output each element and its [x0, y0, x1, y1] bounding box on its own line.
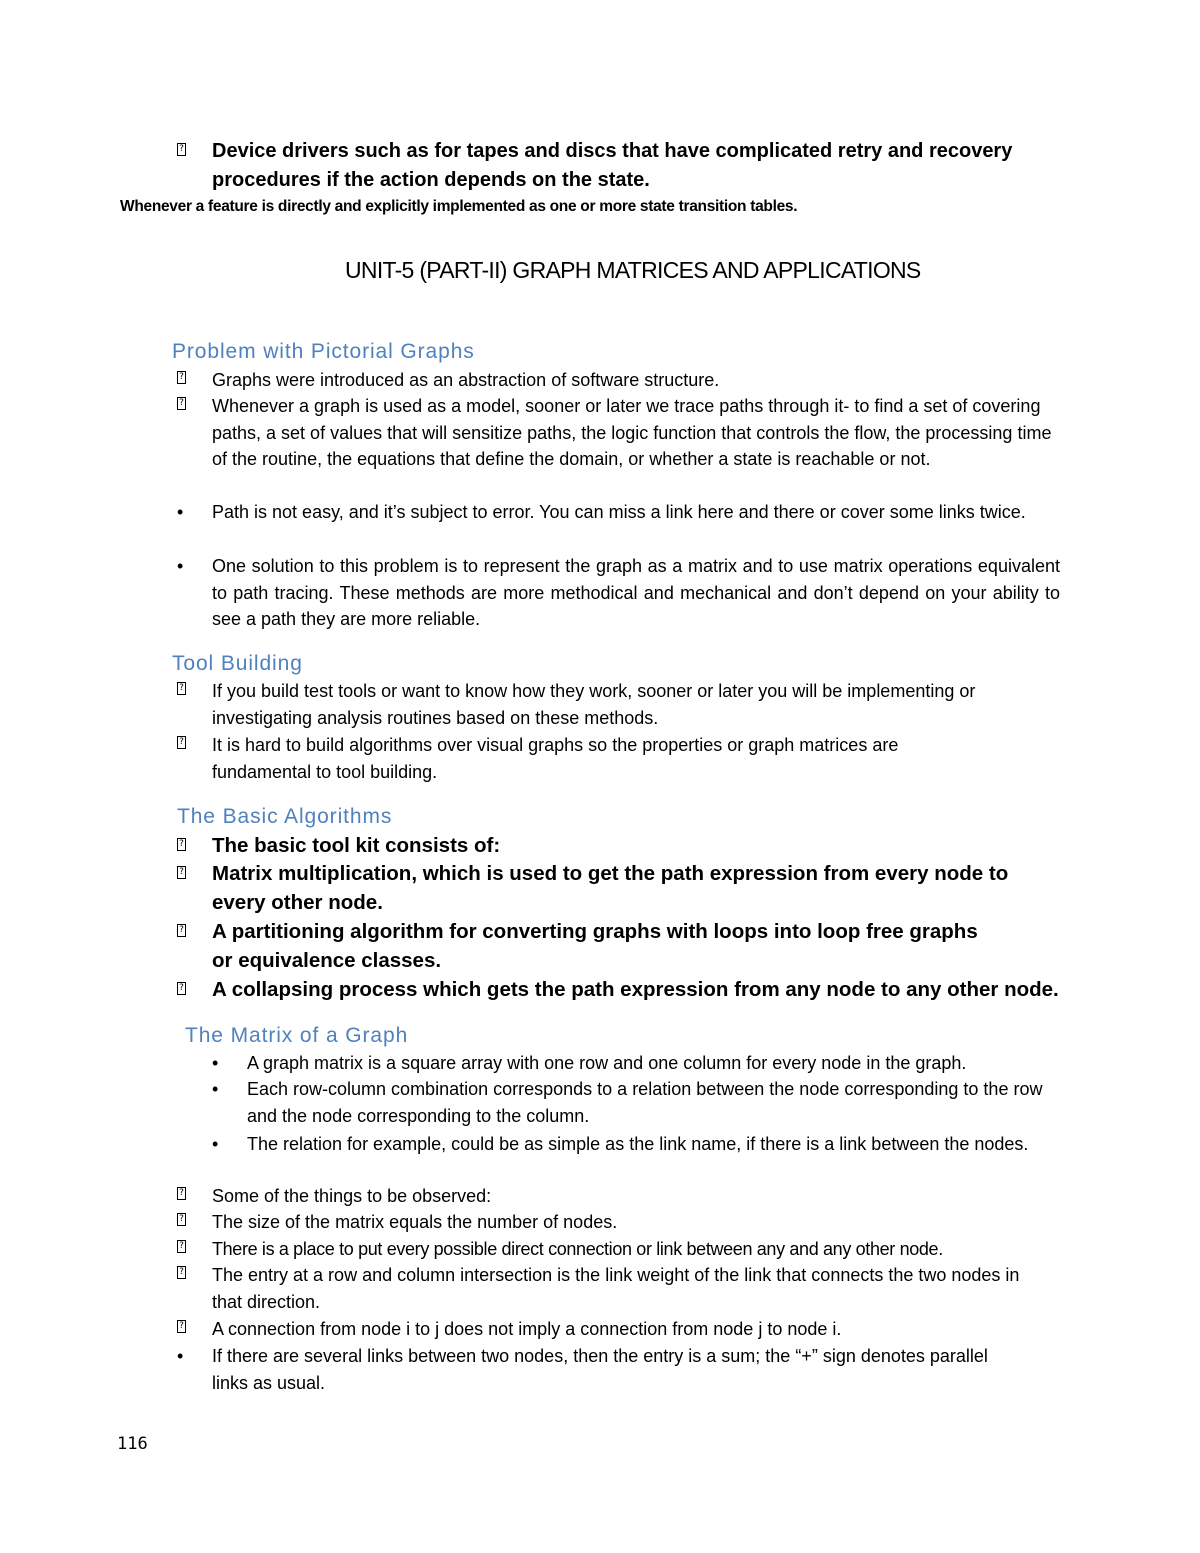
- basic-item-3-text: A partitioning algorithm for converting graphs with loops into loop free graphs or equivalence classes.: [212, 920, 978, 972]
- matrix-sub-item-3-text: The relation for example, could be as simple as the link name, if there is a link between the nodes.: [247, 1134, 1029, 1154]
- matrix-item-2-text: The size of the matrix equals the number of nodes.: [212, 1212, 618, 1232]
- basic-item-2: [175, 860, 1055, 918]
- missing-glyph-icon: ?: [177, 682, 186, 695]
- matrix-item-1-text: Some of the things to be observed:: [212, 1186, 492, 1206]
- tool-item-1: [175, 678, 1055, 732]
- bullet-icon: •: [177, 556, 184, 576]
- basic-heading: The Basic Algorithms: [177, 805, 393, 828]
- basic-item-3: [175, 918, 1055, 976]
- missing-glyph-icon: ?: [177, 924, 186, 937]
- tool-heading: Tool Building: [172, 652, 303, 675]
- matrix-sub-item-2: [210, 1076, 1060, 1130]
- missing-glyph-icon: ?: [177, 1213, 186, 1226]
- problem-item-4-text: One solution to this problem is to represent the graph as a matrix and to use matrix operations equivalent to path tracing. These methods are more methodical and mechanical and don’t depend on your ability to see a path they are more reliable.: [212, 556, 1060, 629]
- basic-item-2-text: Matrix multiplication, which is used to get the path expression from every node to every other node.: [212, 862, 1009, 914]
- whenever-note: Whenever a feature is directly and explicitly implemented as one or more state transition tables.: [120, 198, 798, 215]
- matrix-sub-item-3: [210, 1131, 1060, 1185]
- problem-item-1: [175, 367, 1055, 394]
- device-drivers-text: Device drivers such as for tapes and discs that have complicated retry and recovery procedures if the action depends on the state.: [212, 140, 1013, 191]
- matrix-heading: The Matrix of a Graph: [185, 1024, 409, 1047]
- page-title: UNIT-5 (PART-II) GRAPH MATRICES AND APPLICATIONS: [345, 257, 921, 283]
- missing-glyph-icon: ?: [177, 1266, 186, 1279]
- tool-item-1-text: If you build test tools or want to know how they work, sooner or later you will be implementing or investigating analysis routines based on these methods.: [212, 681, 976, 728]
- missing-glyph-icon: ?: [177, 371, 186, 384]
- tool-item-2-text: It is hard to build algorithms over visual graphs so the properties or graph matrices are fundamental to tool building.: [212, 735, 899, 782]
- matrix-item-6-text: If there are several links between two nodes, then the entry is a sum; the “+” sign denotes parallel links as usual.: [212, 1346, 988, 1393]
- missing-glyph-icon: ?: [177, 866, 186, 879]
- missing-glyph-icon: ?: [177, 1240, 186, 1253]
- problem-heading: Problem with Pictorial Graphs: [172, 340, 475, 363]
- bullet-icon: •: [177, 1346, 184, 1366]
- matrix-item-4-text: The entry at a row and column intersection is the link weight of the link that connects the two nodes in that direction.: [212, 1265, 1020, 1312]
- bullet-icon: •: [212, 1134, 219, 1154]
- basic-item-1: [175, 832, 1055, 862]
- basic-item-4: [175, 976, 1059, 1006]
- bullet-icon: •: [177, 502, 184, 522]
- tool-item-2: [175, 732, 1055, 786]
- missing-glyph-icon: ?: [177, 143, 186, 156]
- basic-item-4-text: A collapsing process which gets the path expression from any node to any other node.: [212, 978, 1059, 1001]
- problem-item-3-text: Path is not easy, and it’s subject to error. You can miss a link here and there or cover some links twice.: [212, 502, 1026, 522]
- matrix-item-5-text: A connection from node i to j does not imply a connection from node j to node i.: [212, 1319, 842, 1339]
- matrix-sub-item-2-text: Each row-column combination corresponds to a relation between the node corresponding to the row and the node corresponding to the column.: [247, 1079, 1043, 1126]
- matrix-item-4: [175, 1262, 1055, 1316]
- basic-item-1-text: The basic tool kit consists of:: [212, 834, 501, 857]
- missing-glyph-icon: ?: [177, 1187, 186, 1200]
- bullet-icon: •: [212, 1079, 219, 1099]
- matrix-sub-item-1-text: A graph matrix is a square array with one row and one column for every node in the graph.: [247, 1053, 967, 1073]
- matrix-item-5: [175, 1316, 1055, 1343]
- missing-glyph-icon: ?: [177, 982, 186, 995]
- missing-glyph-icon: ?: [177, 736, 186, 749]
- missing-glyph-icon: ?: [177, 397, 186, 410]
- problem-item-1-text: Graphs were introduced as an abstraction of software structure.: [212, 370, 720, 390]
- matrix-item-6: [175, 1343, 1055, 1397]
- missing-glyph-icon: ?: [177, 838, 186, 851]
- problem-item-2: [175, 393, 1055, 501]
- matrix-item-2: [175, 1209, 1055, 1236]
- problem-item-2-text: Whenever a graph is used as a model, sooner or later we trace paths through it- to find a set of covering paths, a set of values that will sensitize paths, the logic function that controls the flow, the processing time of the routine, the equations that define the domain, or whether a state is reachable or not.: [212, 396, 1052, 469]
- problem-item-3: [175, 499, 1055, 553]
- matrix-item-3-text: There is a place to put every possible direct connection or link between any and any other node.: [212, 1239, 943, 1259]
- matrix-item-1: [175, 1183, 1055, 1210]
- device-drivers-item: [175, 137, 1055, 193]
- matrix-sub-item-1: [210, 1050, 1060, 1077]
- bullet-icon: •: [212, 1053, 219, 1073]
- problem-item-4: [175, 553, 1060, 633]
- matrix-item-3: [175, 1236, 1060, 1263]
- page-number: 116: [117, 1434, 148, 1454]
- missing-glyph-icon: ?: [177, 1320, 186, 1333]
